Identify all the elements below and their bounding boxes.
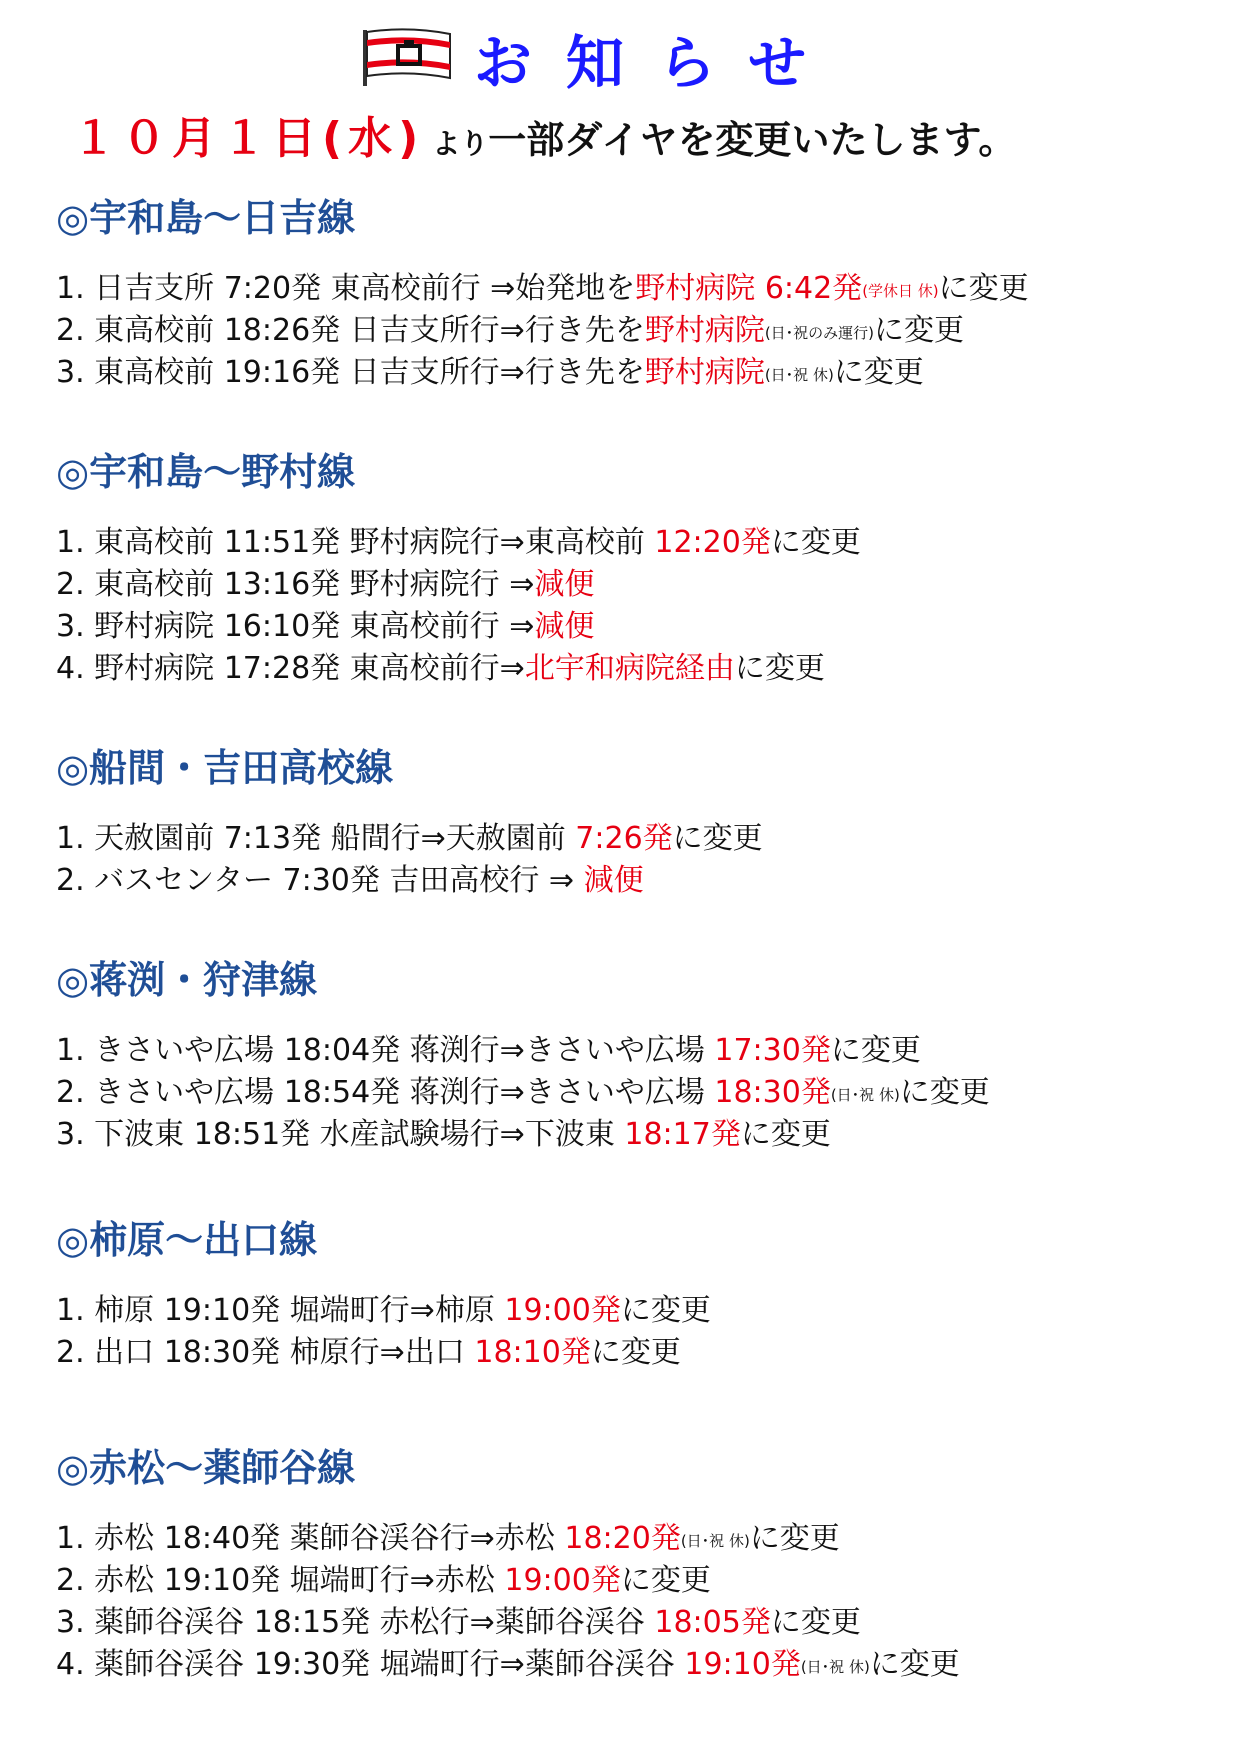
route-title: ◎宇和島～日吉線	[56, 196, 356, 240]
change-item: 1. 日吉支所 7:20発 東高校前行 ⇒始発地を野村病院 6:42発(学休日 休)に変更	[56, 271, 1029, 306]
change-item: 3. 下波東 18:51発 水産試験場行⇒下波東 18:17発に変更	[56, 1117, 831, 1152]
route-section	[56, 444, 1206, 690]
route-title: ◎船間・吉田高校線	[56, 746, 394, 790]
change-item: 4. 野村病院 17:28発 東高校前行⇒北宇和病院経由に変更	[56, 651, 825, 686]
change-item: 1. 柿原 19:10発 堀端町行⇒柿原 19:00発に変更	[56, 1293, 711, 1328]
notice-header	[0, 18, 1240, 98]
route-section	[56, 1440, 1206, 1686]
effective-date: １０月１日(水)	[72, 113, 425, 164]
change-item: 1. きさいや広場 18:04発 蒋渕行⇒きさいや広場 17:30発に変更	[56, 1033, 921, 1068]
route-title: ◎柿原～出口線	[56, 1218, 318, 1262]
page-title: お知らせ	[473, 29, 841, 97]
subtitle-particle: より	[432, 127, 489, 160]
route-title: ◎宇和島～野村線	[56, 450, 356, 494]
route-title: ◎蒋渕・狩津線	[56, 958, 318, 1002]
change-item: 2. 東高校前 18:26発 日吉支所行⇒行き先を野村病院(日･祝のみ運行)に変更	[56, 313, 965, 348]
route-section	[56, 952, 1206, 1156]
route-section	[56, 1212, 1206, 1374]
change-item: 2. 東高校前 13:16発 野村病院行 ⇒減便	[56, 567, 595, 602]
route-title: ◎赤松～薬師谷線	[56, 1446, 356, 1490]
change-item: 3. 野村病院 16:10発 東高校前行 ⇒減便	[56, 609, 595, 644]
change-item: 1. 天赦園前 7:13発 船間行⇒天赦園前 7:26発に変更	[56, 821, 763, 856]
route-section	[56, 740, 1206, 902]
change-item: 1. 赤松 18:40発 薬師谷渓谷行⇒赤松 18:20発(日･祝 休)に変更	[56, 1521, 840, 1556]
subtitle-text: 一部ダイヤを変更いたします。	[488, 118, 1017, 162]
change-item: 2. きさいや広場 18:54発 蒋渕行⇒きさいや広場 18:30発(日･祝 休)に変更	[56, 1075, 990, 1110]
change-item: 2. 出口 18:30発 柿原行⇒出口 18:10発に変更	[56, 1335, 681, 1370]
change-item: 3. 薬師谷渓谷 18:15発 赤松行⇒薬師谷渓谷 18:05発に変更	[56, 1605, 861, 1640]
change-item: 2. バスセンター 7:30発 吉田高校行 ⇒ 減便	[56, 863, 644, 898]
route-section	[56, 190, 1206, 394]
change-item: 4. 薬師谷渓谷 19:30発 堀端町行⇒薬師谷渓谷 19:10発(日･祝 休)に変更	[56, 1647, 960, 1682]
change-item: 2. 赤松 19:10発 堀端町行⇒赤松 19:00発に変更	[56, 1563, 711, 1598]
change-item: 3. 東高校前 19:16発 日吉支所行⇒行き先を野村病院(日･祝 休)に変更	[56, 355, 924, 390]
change-item: 1. 東高校前 11:51発 野村病院行⇒東高校前 12:20発に変更	[56, 525, 861, 560]
notice-subtitle	[72, 102, 1212, 162]
company-flag-icon	[360, 28, 454, 88]
